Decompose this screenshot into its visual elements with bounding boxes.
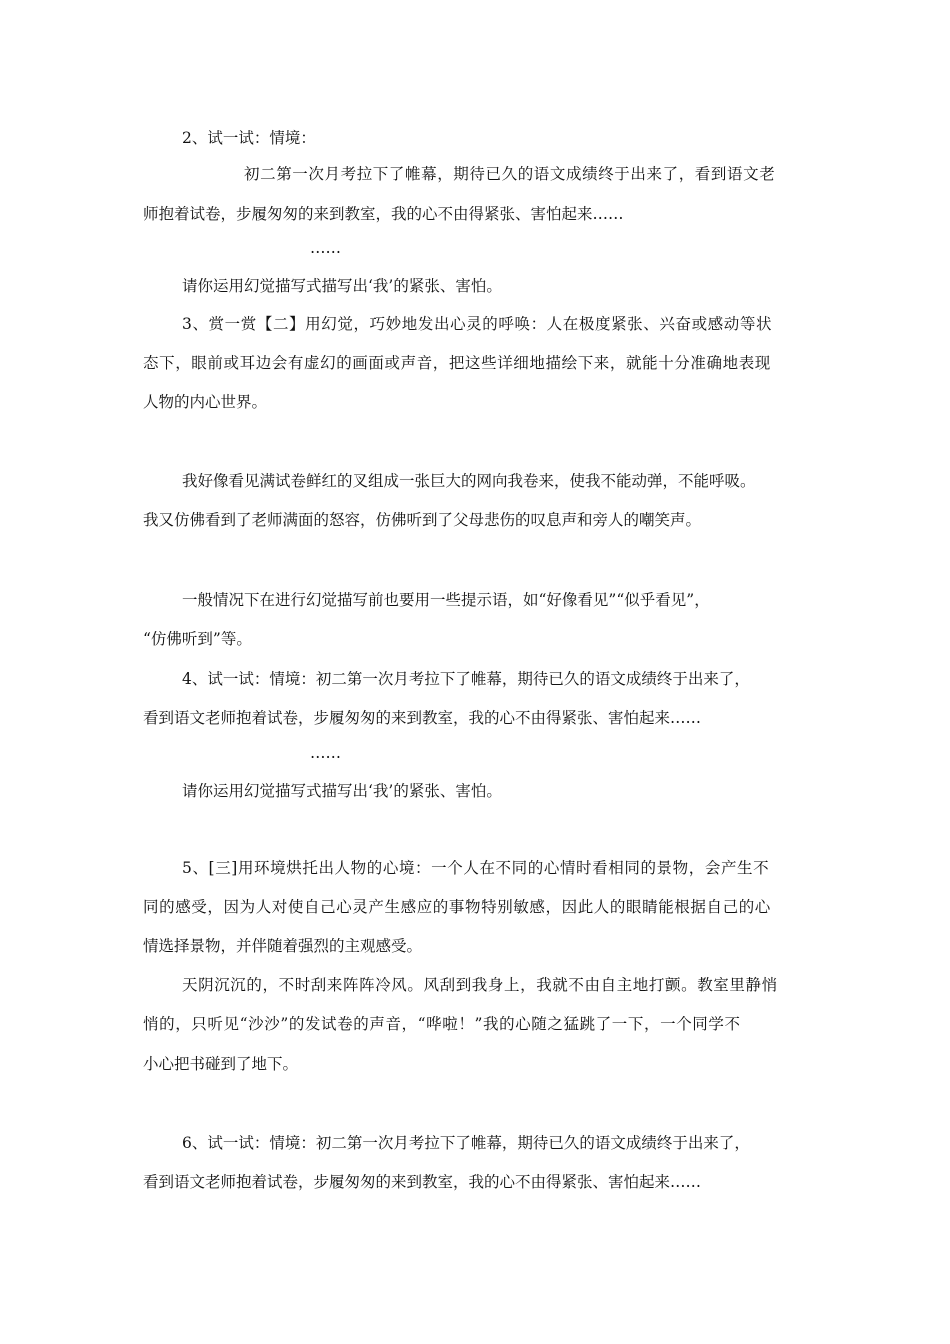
section-3-line-3: 人物的内心世界。 — [143, 393, 268, 411]
section-3-line-1: 3、赏一赏【二】用幻觉，巧妙地发出心灵的呼唤：人在极度紧张、兴奋或感动等状 — [182, 315, 773, 333]
section-4-ellipsis: …… — [310, 744, 341, 762]
section-2-scenario-line-2: 师抱着试卷，步履匆匆的来到教室，我的心不由得紧张、害怕起来…… — [143, 205, 624, 223]
section-2-heading: 2、试一试：情境： — [182, 129, 316, 147]
section-4-line-1: 4、试一试：情境：初二第一次月考拉下了帷幕，期待已久的语文成绩终于出来了， — [182, 670, 750, 688]
section-6-line-2: 看到语文老师抱着试卷，步履匆匆的来到教室，我的心不由得紧张、害怕起来…… — [143, 1173, 702, 1191]
section-6-line-1: 6、试一试：情境：初二第一次月考拉下了帷幕，期待已久的语文成绩终于出来了， — [182, 1134, 750, 1152]
section-2-prompt: 请你运用幻觉描写式描写出‘我’的紧张、害怕。 — [182, 277, 502, 295]
section-3-note-line-2: “仿佛听到”等。 — [143, 630, 252, 648]
section-5-example-line-3: 小心把书碰到了地下。 — [143, 1055, 299, 1073]
section-5-example-line-2: 悄的，只听见“沙沙”的发试卷的声音，“哗啦！”我的心随之猛跳了一下，一个同学不 — [143, 1015, 741, 1033]
section-4-prompt: 请你运用幻觉描写式描写出‘我’的紧张、害怕。 — [182, 782, 502, 800]
section-2-scenario-line-1: 初二第一次月考拉下了帷幕，期待已久的语文成绩终于出来了，看到语文老 — [244, 165, 776, 183]
section-5-example-line-1: 天阴沉沉的，不时刮来阵阵冷风。风刮到我身上，我就不由自主地打颤。教室里静悄 — [182, 976, 778, 994]
section-3-example-line-2: 我又仿佛看到了老师满面的怒容，仿佛听到了父母悲伤的叹息声和旁人的嘲笑声。 — [143, 511, 702, 529]
section-4-line-2: 看到语文老师抱着试卷，步履匆匆的来到教室，我的心不由得紧张、害怕起来…… — [143, 709, 702, 727]
section-3-line-2: 态下，眼前或耳边会有虚幻的画面或声音，把这些详细地描绘下来，就能十分准确地表现 — [143, 354, 771, 372]
section-5-line-3: 情选择景物，并伴随着强烈的主观感受。 — [143, 937, 423, 955]
section-5-line-2: 同的感受，因为人对使自己心灵产生感应的事物特别敏感，因此人的眼睛能根据自己的心 — [143, 898, 771, 916]
section-2-ellipsis: …… — [310, 239, 341, 257]
section-3-note-line-1: 一般情况下在进行幻觉描写前也要用一些提示语，如“好像看见”“似乎看见”， — [182, 591, 710, 609]
section-5-line-1: 5、[三]用环境烘托出人物的心境：一个人在不同的心情时看相同的景物，会产生不 — [182, 859, 770, 877]
section-3-example-line-1: 我好像看见满试卷鲜红的叉组成一张巨大的网向我卷来，使我不能动弹，不能呼吸。 — [182, 472, 756, 490]
